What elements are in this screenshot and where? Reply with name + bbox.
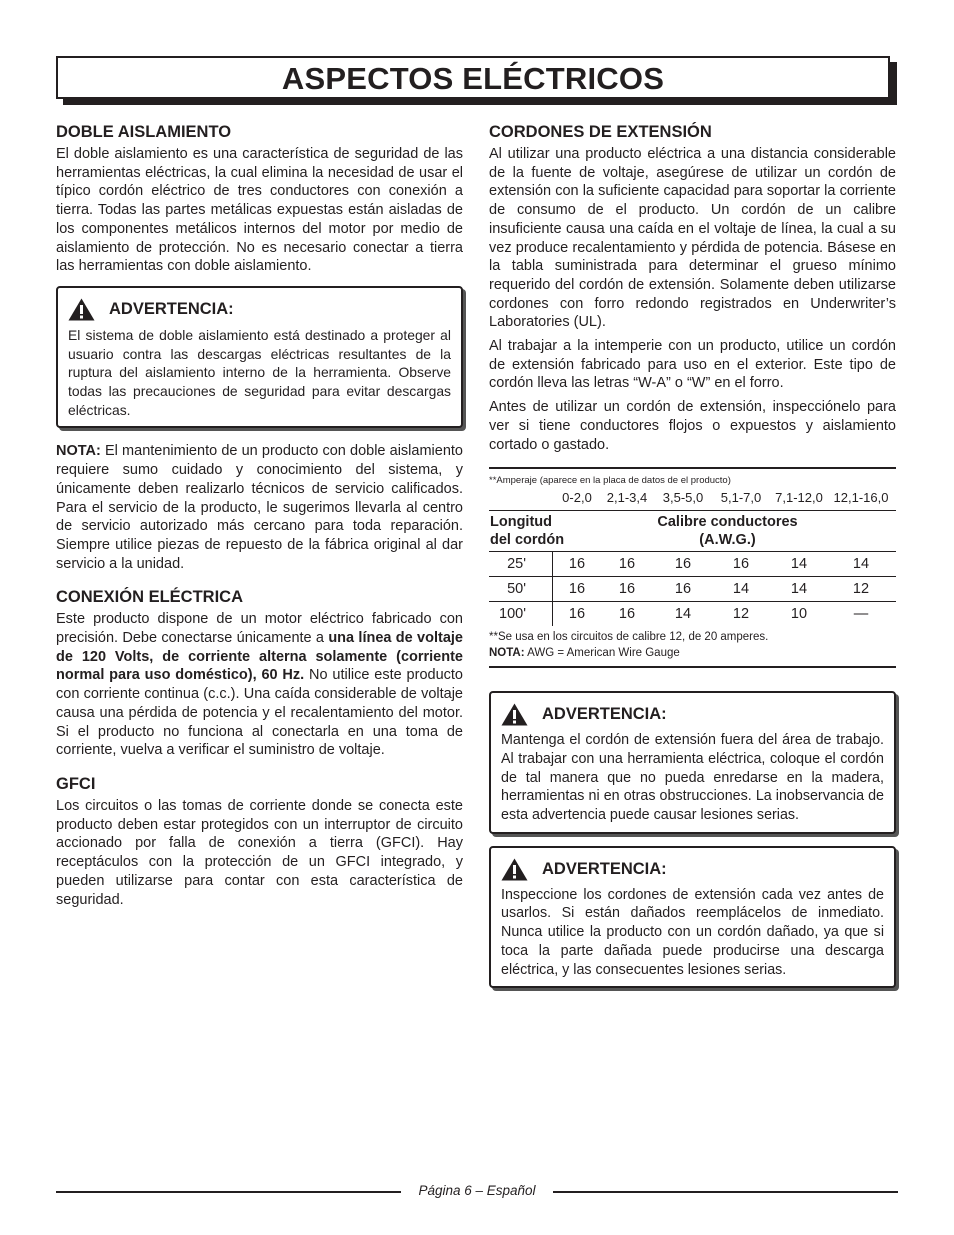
table-note-bottom xyxy=(489,630,896,661)
cell-gauge: 14 xyxy=(852,556,870,573)
warning-header xyxy=(501,858,884,881)
table-note-awg xyxy=(489,646,896,662)
gauge-table xyxy=(489,467,896,668)
header-longitud xyxy=(489,514,599,549)
conexion-text-1: Este producto dispone de un motor eléctrico fabricado con precisión. Debe conectarse únicamente a xyxy=(56,611,463,647)
nota-paragraph xyxy=(56,442,463,573)
table-note-20a: **Se usa en los circuitos de calibre 12, de 20 amperes. xyxy=(489,631,769,644)
amp-range: 12,1-16,0 xyxy=(833,490,889,506)
cordones-p1: Al utilizar una producto eléctrica a una distancia considerable de la fuente de voltaje, asegúrese de utilizar un cordón de extensión con la suficiente capacidad para soportar la corriente de consumo de el producto. Un cordón de un calibre insuficiente causa una caída en el voltaje de línea, la cual a su vez produce recalentamiento y pérdida de potencia. Básese en la tabla suministrada para determinar el grueso mínimo requerido del cordón de extensión. Solamente deben utilizarse cordones con forro redondo registrados en Underwriter’s Laboratories (UL). xyxy=(489,146,896,331)
cell-gauge: 16 xyxy=(568,556,586,573)
warning-header xyxy=(501,703,884,726)
nota-text: El mantenimiento de un producto con doble aislamiento requiere sumo cuidado y conocimiento del sistema, y únicamente deben realizarlo técnicos de servicio calificados. Para el servicio de la producto, le sugerimos llevarla al centro de servicio autorizado más cercano para toda reparación. Siempre utilice piezas de repuesto de la fábrica original al dar servicio a la unidad. xyxy=(56,443,463,572)
amp-range: 5,1-7,0 xyxy=(720,490,762,506)
warning-box-doble xyxy=(56,286,463,429)
nota-label: NOTA: xyxy=(56,443,101,460)
cell-gauge: 12 xyxy=(852,581,870,598)
cell-length: 100' xyxy=(489,602,553,626)
warning-text: Inspeccione los cordones de extensión cada vez antes de usarlos. Si están dañados reemplácelos de inmediato. Nunca utilice la producto con un cordón dañado, ya que si toca la parte dañada puede producirse una descarga eléctrica, y las consecuentes lesiones serias. xyxy=(501,886,884,978)
warning-box-cordon-area xyxy=(489,691,896,834)
title-box xyxy=(56,56,890,99)
cell-gauge: 16 xyxy=(568,581,586,598)
amp-range: 7,1-12,0 xyxy=(775,490,823,506)
warning-label: ADVERTENCIA: xyxy=(109,299,234,318)
footer-rule-right xyxy=(553,1191,898,1193)
cell-gauge: 14 xyxy=(790,581,808,598)
cell-gauge: 16 xyxy=(618,606,636,623)
table-row xyxy=(489,601,896,626)
header-calibre-l1: Calibre conductores xyxy=(657,514,798,531)
amp-range: 2,1-3,4 xyxy=(606,490,648,506)
cell-gauge: 16 xyxy=(674,556,692,573)
table-note-awg-label: NOTA: xyxy=(489,646,525,659)
amp-blank xyxy=(489,490,553,505)
warning-label: ADVERTENCIA: xyxy=(542,859,667,878)
cell-gauge: 16 xyxy=(732,556,750,573)
table-note-awg-text: AWG = American Wire Gauge xyxy=(524,646,680,659)
heading-cordones-extension: CORDONES DE EXTENSIÓN xyxy=(489,123,712,141)
cell-gauge: 14 xyxy=(790,556,808,573)
page-footer xyxy=(56,1183,898,1199)
header-longitud-l2: del cordón xyxy=(490,531,565,548)
page-title: ASPECTOS ELÉCTRICOS xyxy=(281,61,665,96)
warning-box-inspeccion xyxy=(489,846,896,989)
cell-gauge: 14 xyxy=(732,581,750,598)
heading-conexion-electrica: CONEXIÓN ELÉCTRICA xyxy=(56,588,244,607)
heading-gfci: GFCI xyxy=(56,774,96,793)
conexion-text xyxy=(56,610,463,760)
header-calibre xyxy=(599,514,896,549)
warning-triangle-icon xyxy=(501,703,528,726)
left-column xyxy=(56,122,463,919)
table-row xyxy=(489,551,896,576)
cell-gauge: 14 xyxy=(674,606,692,623)
cordones-p3: Antes de utilizar un cordón de extensión, inspecciónelo para ver si tiene conductores flojos o expuestos y aislamiento cortado o gastado. xyxy=(489,399,896,453)
gfci-text: Los circuitos o las tomas de corriente donde se conecta este producto deben estar protegidos con un interruptor de circuito accionado por falla de conexión a tierra (GFCI). Hay receptáculos con la protección de un GFCI integrado, y pueden utilizarse para contar con esta característica de seguridad. xyxy=(56,797,463,908)
conexion-text-2: No utilice este producto con corriente continua (c.c.). Una caída considerable de voltaje causa una pérdida de potencia y el recalentamiento del motor. Si el producto no funciona al conectarla en una toma de corriente, vuelva a verificar el suministro de voltaje. xyxy=(56,667,463,759)
warning-label: ADVERTENCIA: xyxy=(542,705,667,724)
cell-gauge: 10 xyxy=(790,606,808,623)
cell-gauge: 16 xyxy=(618,581,636,598)
warning-triangle-icon xyxy=(501,858,528,881)
footer-rule-left xyxy=(56,1191,401,1193)
warning-triangle-icon xyxy=(68,298,95,321)
cell-length: 25' xyxy=(489,552,553,576)
cell-gauge: 16 xyxy=(674,581,692,598)
header-longitud-l1: Longitud xyxy=(490,514,553,531)
warning-text: Mantenga el cordón de extensión fuera del área de trabajo. Al trabajar con una herramienta eléctrica, coloque el cordón de tal manera que no pueda enredarse en la madera, herramientas ni en otras obstrucciones. La inobservancia de esta advertencia puede causar lesiones serias. xyxy=(501,732,884,824)
cell-gauge: 16 xyxy=(618,556,636,573)
right-column xyxy=(489,122,896,988)
table-note-top: **Amperaje (aparece en la placa de datos de el producto) xyxy=(489,475,731,487)
cell-gauge: — xyxy=(853,606,869,623)
amp-range: 0-2,0 xyxy=(562,490,592,506)
header-calibre-l2: (A.W.G.) xyxy=(699,531,756,548)
warning-header xyxy=(68,298,451,321)
cell-length: 50' xyxy=(489,577,553,601)
amp-range: 3,5-5,0 xyxy=(662,490,704,506)
heading-doble-aislamiento: DOBLE AISLAMIENTO xyxy=(56,123,232,141)
amp-row xyxy=(489,490,896,505)
footer-page-number: Página 6 – Español xyxy=(418,1183,536,1198)
table-row xyxy=(489,576,896,601)
table-header-row xyxy=(489,510,896,551)
cell-gauge: 12 xyxy=(732,606,750,623)
cordones-p2: Al trabajar a la intemperie con un producto, utilice un cordón de extensión fabricado para uso en el exterior. Este tipo de cordón lleva las letras “W-A” o “W” en el forro. xyxy=(489,338,896,392)
warning-text: El sistema de doble aislamiento está destinado a proteger al usuario contra las descargas eléctricas resultantes de la ruptura del aislamiento interno de la herramienta. Observe todas las precauciones de seguridad para evitar descargas eléctricas. xyxy=(68,326,451,418)
doble-aislamiento-text: El doble aislamiento es una característica de seguridad de las herramientas eléctricas, la cual elimina la necesidad de usar el típico cordón eléctrico de tres conductores con conexión a tierra. Todas las partes metálicas expuestas están aisladas de los componentes metálicos internos del motor por medio de aislamiento de protección. No es necesario conectar a tierra las herramientas con doble aislamiento. xyxy=(56,146,463,275)
cell-gauge: 16 xyxy=(568,606,586,623)
conexion-text-bold: una línea de voltaje de 120 Volts, de corriente alterna solamente (corriente normal para uso doméstico), 60 Hz. xyxy=(56,630,463,684)
